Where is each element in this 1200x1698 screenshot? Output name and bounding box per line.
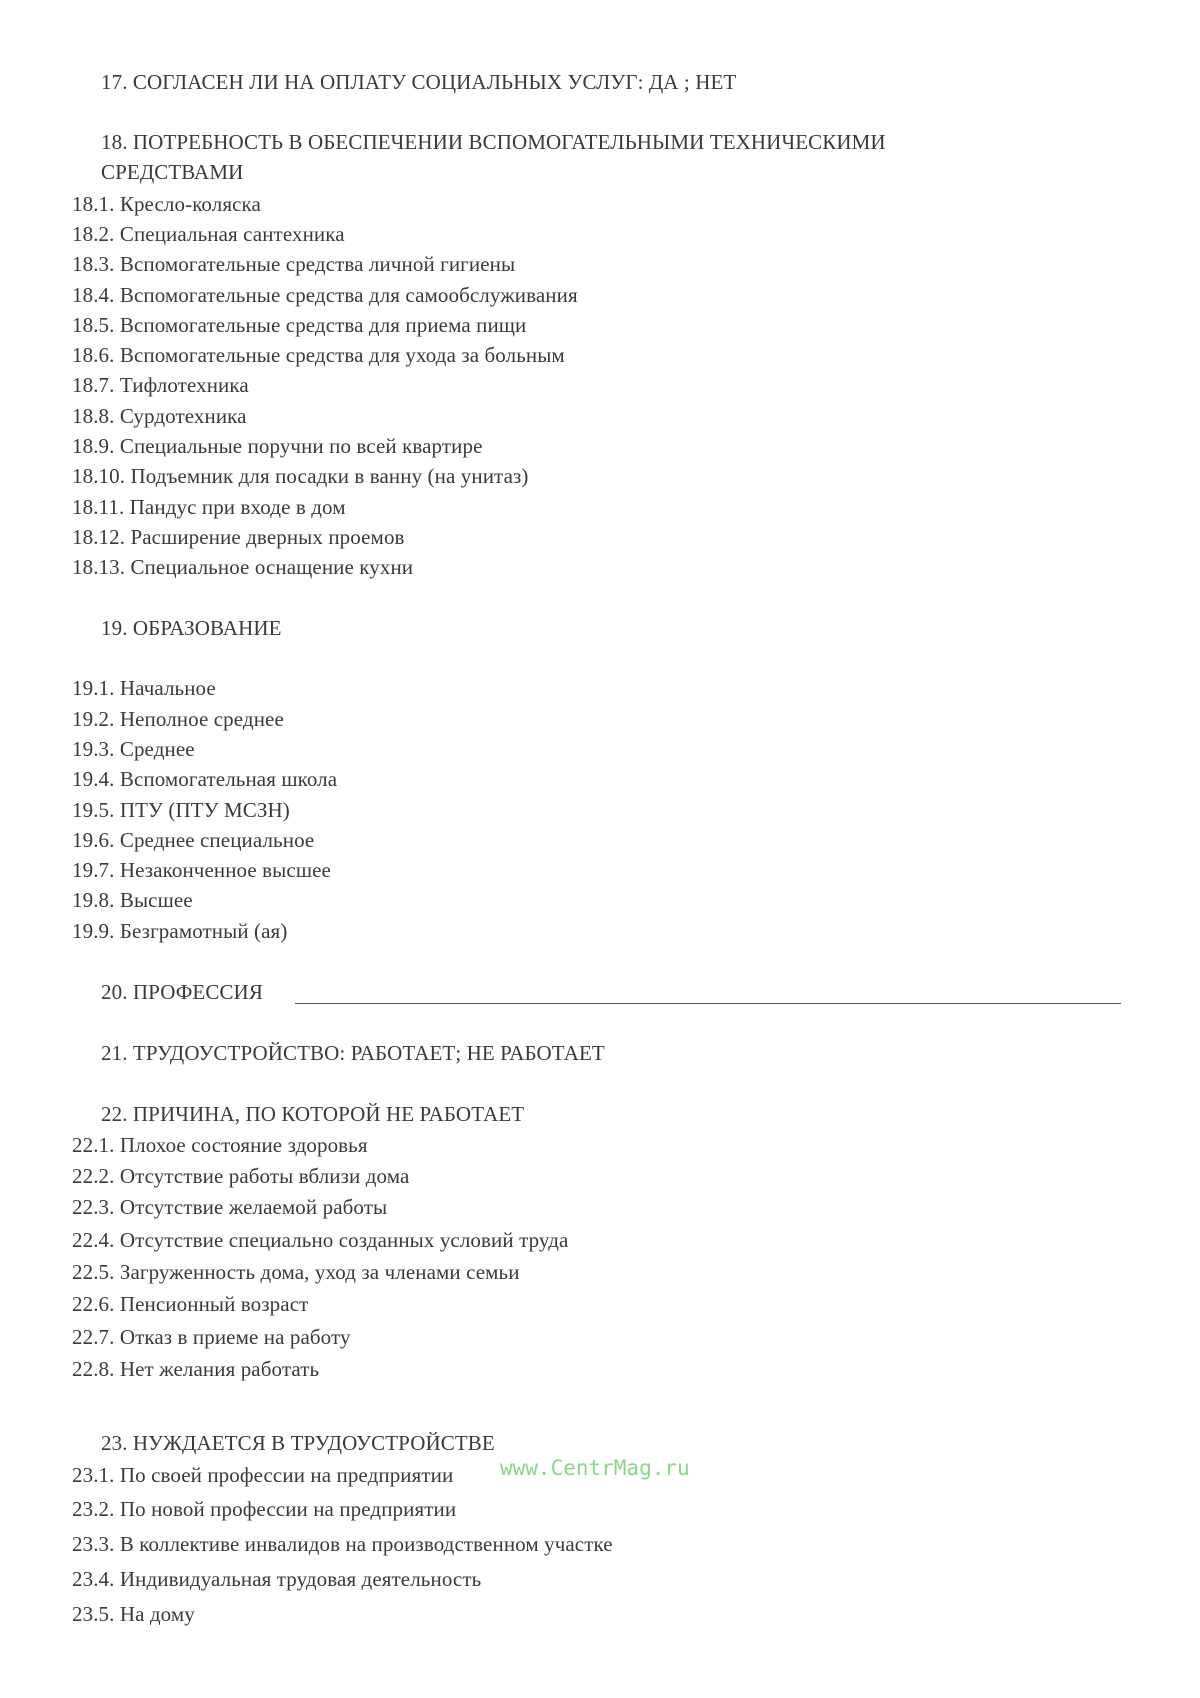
list-item: 19.6. Среднее специальное [72,828,315,852]
list-item: 22.5. Загруженность дома, уход за членами семьи [72,1260,520,1284]
list-item: 22.3. Отсутствие желаемой работы [72,1195,388,1219]
section-23-heading: 23. НУЖДАЕТСЯ В ТРУДОУСТРОЙСТВЕ [101,1431,495,1455]
section-19-heading: 19. ОБРАЗОВАНИЕ [101,616,282,640]
list-item: 23.1. По своей профессии на предприятии [72,1463,454,1487]
list-item: 22.6. Пенсионный возраст [72,1292,309,1316]
list-item: 19.2. Неполное среднее [72,707,284,731]
section-18-heading-line1: 18. ПОТРЕБНОСТЬ В ОБЕСПЕЧЕНИИ ВСПОМОГАТЕЛЬНЫМИ ТЕХНИЧЕСКИМИ [101,130,886,154]
list-item: 18.12. Расширение дверных проемов [72,525,405,549]
list-item: 18.2. Специальная сантехника [72,222,345,246]
list-item: 22.7. Отказ в приеме на работу [72,1325,351,1349]
list-item: 18.1. Кресло-коляска [72,192,261,216]
list-item: 19.8. Высшее [72,888,193,912]
list-item: 19.4. Вспомогательная школа [72,767,338,791]
section-20-heading: 20. ПРОФЕССИЯ [101,980,263,1004]
list-item: 18.4. Вспомогательные средства для самообслуживания [72,283,578,307]
list-item: 23.5. На дому [72,1602,195,1626]
list-item: 18.13. Специальное оснащение кухни [72,555,414,579]
list-item: 19.7. Незаконченное высшее [72,858,331,882]
list-item: 22.2. Отсутствие работы вблизи дома [72,1164,410,1188]
list-item: 18.9. Специальные поручни по всей квартире [72,434,483,458]
section-22-heading: 22. ПРИЧИНА, ПО КОТОРОЙ НЕ РАБОТАЕТ [101,1102,525,1126]
list-item: 22.4. Отсутствие специально созданных условий труда [72,1228,569,1252]
section-18-heading-line2: СРЕДСТВАМИ [101,160,244,184]
list-item: 18.3. Вспомогательные средства личной гигиены [72,252,516,276]
list-item: 18.6. Вспомогательные средства для ухода за больным [72,343,565,367]
profession-fill-line [295,1003,1121,1004]
list-item: 18.11. Пандус при входе в дом [72,495,346,519]
section-21-heading: 21. ТРУДОУСТРОЙСТВО: РАБОТАЕТ; НЕ РАБОТАЕТ [101,1041,605,1065]
list-item: 22.8. Нет желания работать [72,1357,320,1381]
list-item: 23.2. По новой профессии на предприятии [72,1497,457,1521]
list-item: 18.8. Сурдотехника [72,404,247,428]
list-item: 18.5. Вспомогательные средства для приема пищи [72,313,527,337]
list-item: 23.4. Индивидуальная трудовая деятельность [72,1567,482,1591]
list-item: 19.3. Среднее [72,737,195,761]
list-item: 18.7. Тифлотехника [72,373,249,397]
list-item: 22.1. Плохое состояние здоровья [72,1133,368,1157]
section-17-heading: 17. СОГЛАСЕН ЛИ НА ОПЛАТУ СОЦИАЛЬНЫХ УСЛУГ: ДА ; НЕТ [101,70,737,94]
watermark-text: www.CentrMag.ru [500,1456,690,1480]
list-item: 19.9. Безграмотный (ая) [72,919,288,943]
list-item: 19.1. Начальное [72,676,216,700]
list-item: 23.3. В коллективе инвалидов на производственном участке [72,1532,613,1556]
list-item: 18.10. Подъемник для посадки в ванну (на унитаз) [72,464,529,488]
list-item: 19.5. ПТУ (ПТУ МСЗН) [72,798,290,822]
